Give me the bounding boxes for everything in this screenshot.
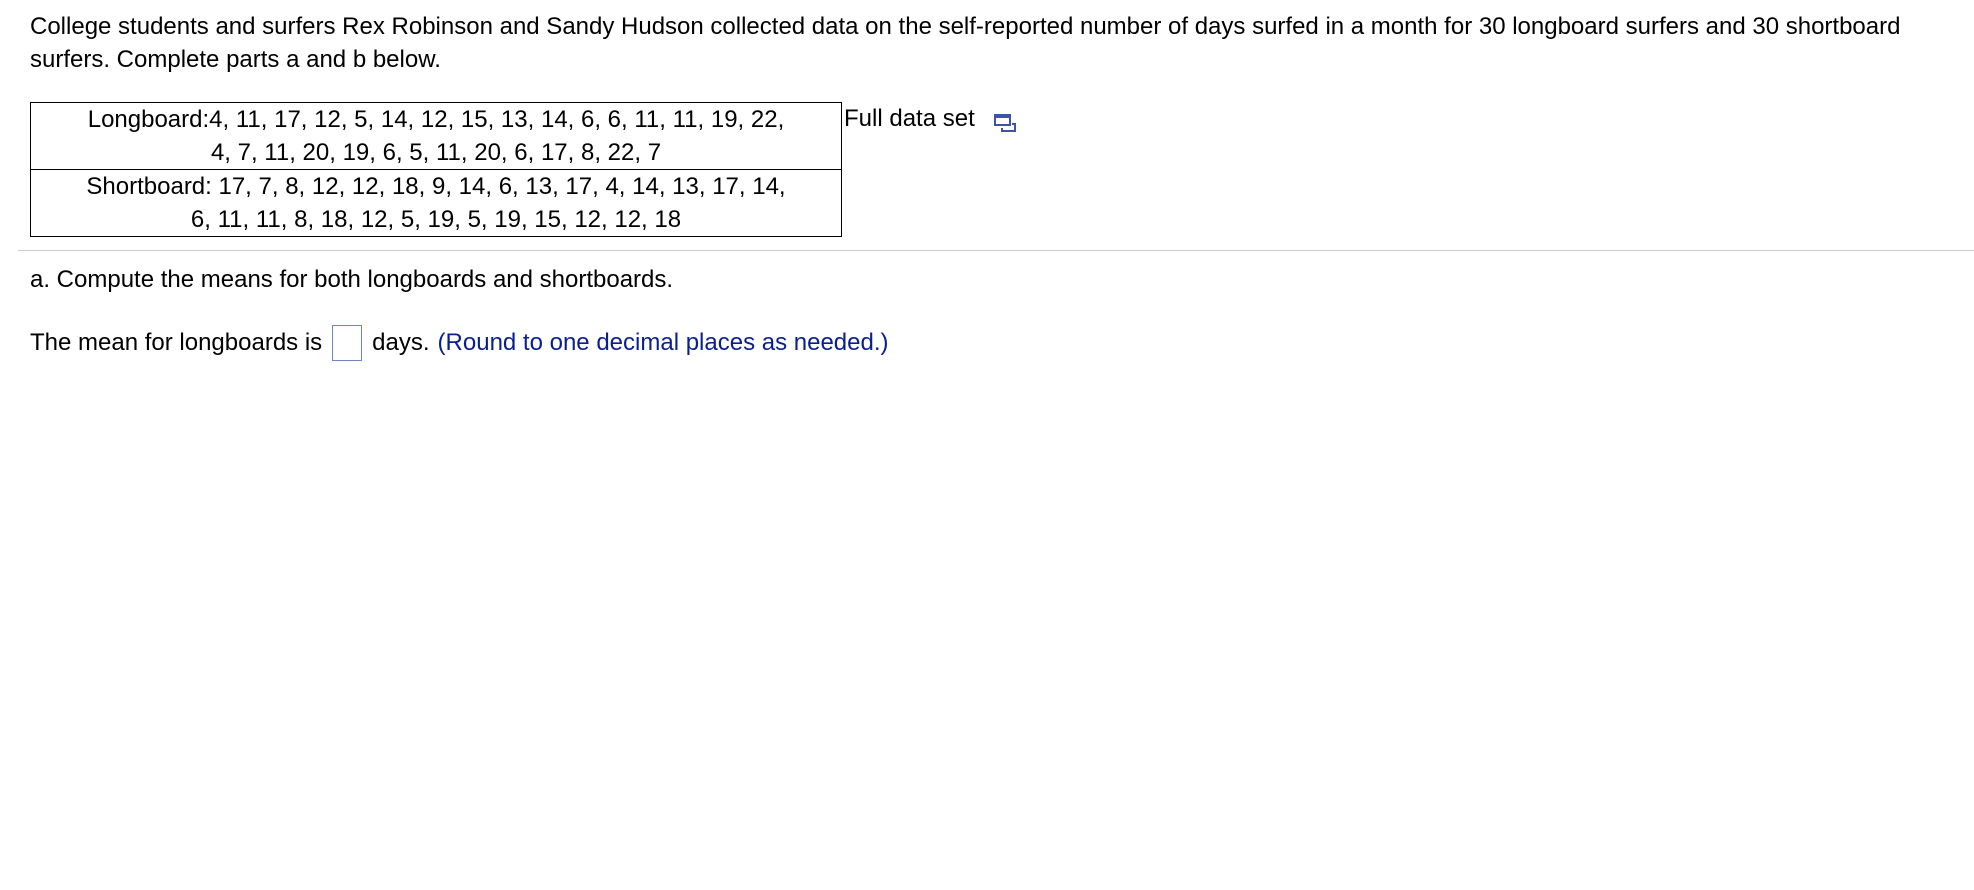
longboard-data-line-2: 4, 7, 11, 20, 19, 6, 5, 11, 20, 6, 17, 8, 22, 7: [210, 139, 662, 166]
longboard-data-line-1: Longboard:4, 11, 17, 12, 5, 14, 12, 15, 13, 14, 6, 6, 11, 11, 19, 22,: [87, 106, 785, 133]
shortboard-data-line-2: 6, 11, 11, 8, 18, 12, 5, 19, 5, 19, 15, 12, 12, 18: [190, 206, 682, 233]
shortboard-data-cell: [31, 170, 842, 237]
answer-row-longboard-mean: [30, 325, 889, 361]
longboard-mean-input[interactable]: [332, 325, 362, 361]
longboard-data-cell: [31, 103, 842, 170]
section-divider: [18, 250, 1974, 251]
problem-intro-text: College students and surfers Rex Robinson and Sandy Hudson collected data on the self-reported number of days surfed in a month for 30 longboard surfers and 30 shortboard surfers. Complete parts a and b below.: [30, 13, 1901, 73]
popout-window-icon[interactable]: [993, 110, 1019, 132]
shortboard-data-line-1: Shortboard: 17, 7, 8, 12, 12, 18, 9, 14, 6, 13, 17, 4, 14, 13, 17, 14,: [86, 173, 786, 200]
answer-suffix-text: days.: [372, 329, 430, 356]
rounding-hint: (Round to one decimal places as needed.): [437, 329, 889, 356]
data-area: [30, 102, 1019, 237]
surf-data-table: [30, 102, 842, 237]
table-row-shortboard: [31, 170, 842, 237]
part-a-prompt: a. Compute the means for both longboards and shortboards.: [30, 266, 674, 293]
answer-prefix-text: The mean for longboards is: [30, 329, 323, 356]
full-data-set-link[interactable]: [844, 102, 1019, 135]
table-row-longboard: [31, 103, 842, 170]
full-data-set-label: Full data set: [844, 105, 975, 132]
